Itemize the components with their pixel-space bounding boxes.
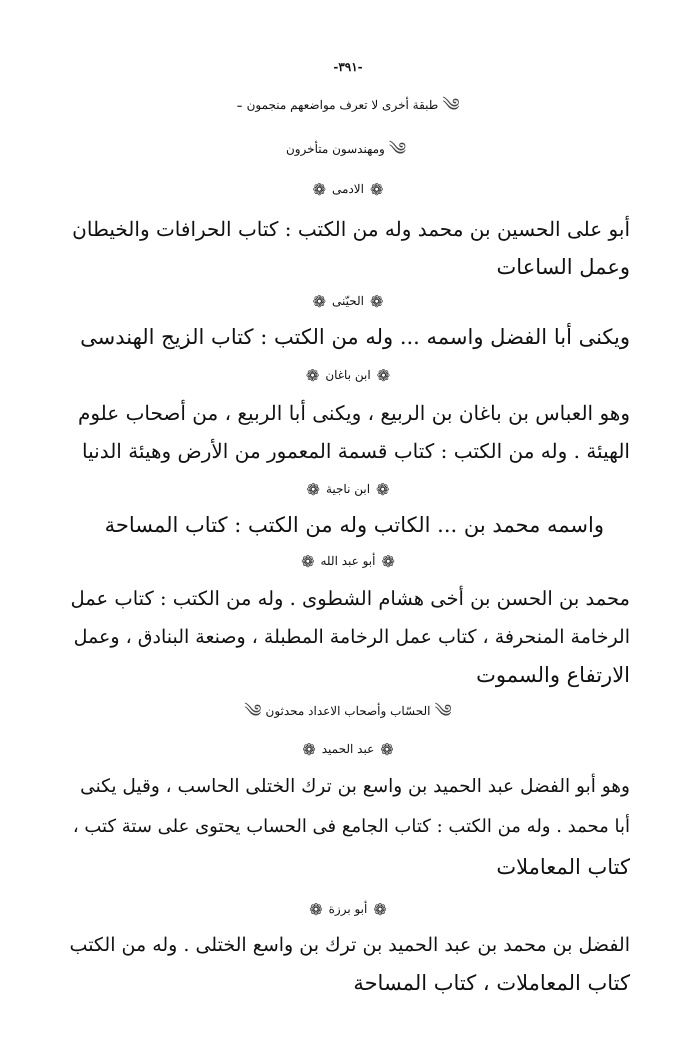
section-heading-text: الحسّاب وأصحاب الاعداد محدثون [265, 704, 431, 718]
entry-heading [0, 894, 696, 925]
bracket-ornament-icon: ❁ [302, 739, 316, 759]
body-line: أبا محمد . وله من الكتب : كتاب الجامع فى الحساب يحتوى على ستة كتب ، [72, 816, 630, 837]
bracket-ornament-icon: ❁ [381, 551, 395, 571]
body-line: أبو على الحسين بن محمد وله من الكتب : كتاب الحرافات والخيطان [72, 217, 630, 241]
entry-heading [0, 474, 696, 505]
section-heading-text: طبقة أخرى لا تعرف مواضعهم منجمون [246, 98, 439, 112]
body-line: الرخامة المنحرفة ، كتاب عمل الرخامة المطبلة ، وصنعة البنادق ، وعمل [73, 626, 630, 648]
flourish-ornament-icon: - [236, 94, 243, 116]
bracket-ornament-icon: ❁ [369, 291, 384, 311]
bracket-ornament-icon: ❁ [376, 365, 391, 385]
bracket-ornament-icon: ❁ [369, 179, 384, 199]
entry-heading [0, 360, 696, 391]
bracket-ornament-icon: ❁ [376, 479, 390, 499]
entry-heading-text: ابن ناجية [325, 482, 371, 496]
body-line: محمد بن الحسن بن أخى هشام الشطوى . وله من الكتب : كتاب عمل [70, 587, 630, 610]
section-heading-text: ومهندسون متأخرون [285, 142, 385, 156]
entry-heading [0, 546, 696, 577]
body-line: كتاب المعاملات [496, 855, 630, 879]
entry-heading [0, 734, 696, 765]
page-number: -٣٩١- [333, 60, 363, 74]
body-line: الهيئة . وله من الكتب : كتاب قسمة المعمور من الأرض وهيئة الدنيا [82, 439, 630, 463]
bracket-ornament-icon: ❁ [309, 899, 323, 919]
body-line: الفضل بن محمد بن عبد الحميد بن ترك بن واسع الختلى . وله من الكتب [69, 934, 630, 956]
bracket-ornament-icon: ❁ [305, 365, 320, 385]
section-heading-arithmeticians [0, 696, 696, 727]
bracket-ornament-icon: ❁ [380, 739, 394, 759]
entry-heading-text: أبو عبد الله [320, 554, 376, 568]
flourish-ornament-icon: ༄ [244, 700, 262, 722]
entry-heading [0, 286, 696, 317]
flourish-ornament-icon: ༄ [434, 700, 452, 722]
entry-heading-text: أبو برزة [328, 902, 368, 916]
entry-heading-text: الادمى [332, 182, 364, 196]
bracket-ornament-icon: ❁ [306, 479, 320, 499]
entry-heading-text: الحيّنى [332, 294, 364, 308]
flourish-ornament-icon: ༄ [442, 94, 460, 116]
section-heading-astronomers [0, 90, 696, 121]
body-line: وعمل الساعات [496, 255, 630, 279]
body-line: كتاب المعاملات ، كتاب المساحة [353, 971, 630, 995]
bracket-ornament-icon: ❁ [312, 291, 326, 311]
body-line: واسمه محمد بن ... الكاتب وله من الكتب : كتاب المساحة [104, 513, 604, 537]
bracket-ornament-icon: ❁ [373, 899, 387, 919]
section-heading-continuation [0, 134, 696, 165]
body-line: وهو أبو الفضل عبد الحميد بن واسع بن ترك الختلى الحاسب ، وقيل يكنى [80, 776, 630, 797]
entry-heading-text: ابن باغان [325, 368, 371, 382]
body-line: ويكنى أبا الفضل واسمه ... وله من الكتب : كتاب الزيج الهندسى [80, 325, 630, 349]
entry-heading [0, 174, 696, 205]
entry-heading-text: عبد الحميد [321, 742, 375, 756]
bracket-ornament-icon: ❁ [312, 179, 327, 199]
flourish-ornament-icon: ༄ [388, 138, 407, 160]
body-line: وهو العباس بن باغان بن الربيع ، ويكنى أبا الربيع ، من أصحاب علوم [77, 401, 630, 425]
bracket-ornament-icon: ❁ [301, 551, 315, 571]
body-line: الارتفاع والسموت [476, 663, 630, 687]
